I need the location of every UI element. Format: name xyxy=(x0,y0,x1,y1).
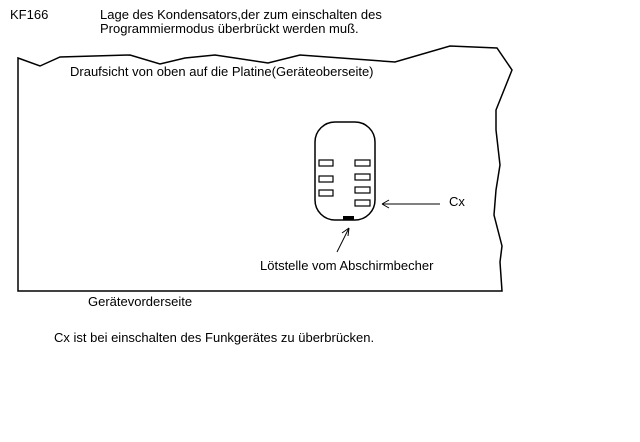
pad-right-2 xyxy=(355,174,370,180)
board-outline xyxy=(18,46,512,291)
solder-joint xyxy=(343,216,354,220)
pad-left-2 xyxy=(319,176,333,182)
cx-arrow xyxy=(382,200,440,208)
bridge-note: Cx ist bei einschalten des Funkgerätes zu überbrücken. xyxy=(54,330,375,345)
solder-arrow xyxy=(337,228,349,252)
pad-right-1 xyxy=(355,160,370,166)
pad-left-3 xyxy=(319,190,333,196)
title-line-1: Lage des Kondensators,der zum einschalten des xyxy=(100,7,382,22)
top-view-label: Draufsicht von oben auf die Platine(Geräteoberseite) xyxy=(70,64,374,79)
model-label: KF166 xyxy=(10,7,49,22)
cx-label: Cx xyxy=(449,194,465,209)
pad-right-3 xyxy=(355,187,370,193)
solder-joint-label: Lötstelle vom Abschirmbecher xyxy=(260,258,434,273)
pad-left-1 xyxy=(319,160,333,166)
pad-right-4 xyxy=(355,200,370,206)
title-line-2: Programmiermodus überbrückt werden muß. xyxy=(100,21,359,36)
front-side-label: Gerätevorderseite xyxy=(88,294,193,309)
